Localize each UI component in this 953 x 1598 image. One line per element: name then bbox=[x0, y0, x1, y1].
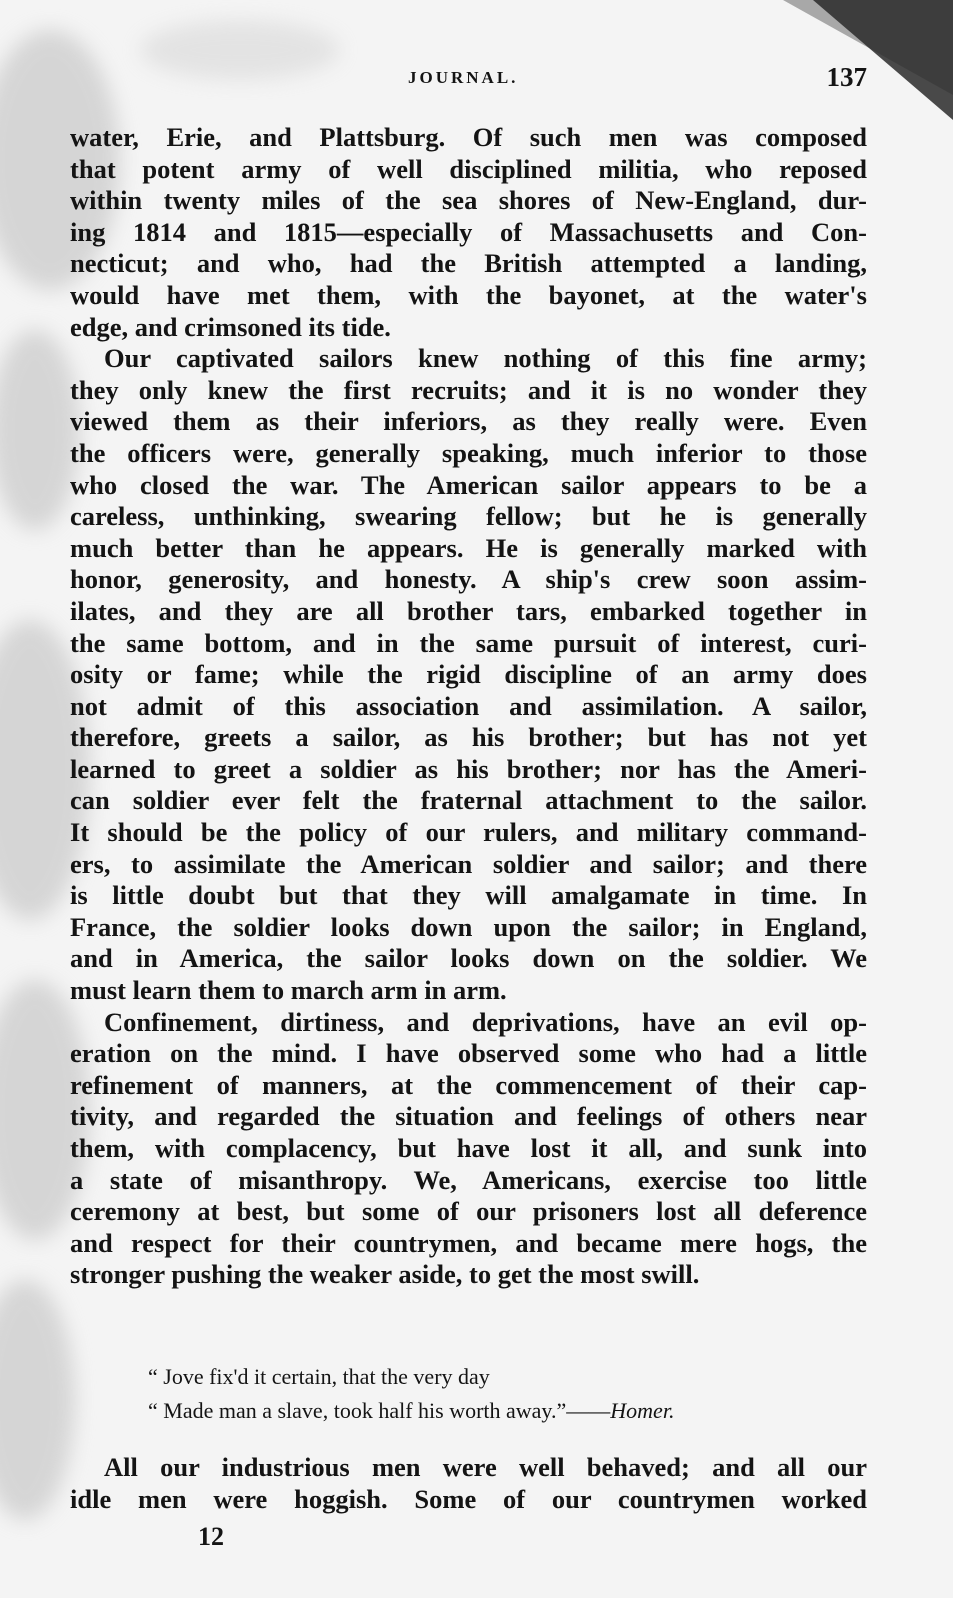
running-head bbox=[72, 62, 867, 98]
text-line: the officers were, generally speaking, much inferior to those bbox=[70, 437, 867, 468]
running-title: JOURNAL. bbox=[408, 68, 519, 87]
text-line: not admit of this association and assimilation. A sailor, bbox=[70, 690, 867, 721]
text-line: It should be the policy of our rulers, and military command- bbox=[70, 817, 867, 848]
text-line: and respect for their countrymen, and became mere hogs, the bbox=[70, 1227, 867, 1258]
text-line: ceremony at best, but some of our prisoners lost all deference bbox=[70, 1196, 867, 1227]
text-line: learned to greet a soldier as his brother; nor has the Ameri- bbox=[70, 753, 867, 784]
verse-quote-line-1: “ Jove fix'd it certain, that the very day bbox=[148, 1364, 490, 1389]
text-line: water, Erie, and Plattsburg. Of such men was composed bbox=[70, 122, 867, 152]
text-line: honor, generosity, and honesty. A ship's crew soon assim- bbox=[70, 564, 867, 595]
text-line: they only knew the first recruits; and it is no wonder they bbox=[70, 374, 867, 405]
text-line: osity or fame; while the rigid discipline of an army does bbox=[70, 659, 867, 690]
text-line: France, the soldier looks down upon the sailor; in England, bbox=[70, 911, 867, 942]
verse-attribution: Homer. bbox=[610, 1398, 675, 1423]
body-text bbox=[70, 122, 867, 1291]
text-line: idle men were hoggish. Some of our countrymen worked bbox=[70, 1483, 867, 1514]
text-line: must learn them to march arm in arm. bbox=[70, 975, 507, 1006]
text-line: and in America, the sailor looks down on the soldier. We bbox=[70, 943, 867, 974]
text-line: is little doubt but that they will amalgamate in time. In bbox=[70, 880, 867, 911]
text-line: therefore, greets a sailor, as his brother; but has not yet bbox=[70, 722, 867, 753]
text-line: edge, and crimsoned its tide. bbox=[70, 311, 391, 342]
text-line: ilates, and they are all brother tars, embarked together in bbox=[70, 595, 867, 626]
text-line: necticut; and who, had the British attempted a landing, bbox=[70, 248, 867, 279]
text-line: can soldier ever felt the fraternal attachment to the sailor. bbox=[70, 785, 867, 816]
page-number: 137 bbox=[826, 62, 867, 92]
text-line: careless, unthinking, swearing fellow; but he is generally bbox=[70, 501, 867, 532]
signature-mark: 12 bbox=[198, 1522, 224, 1551]
text-line: tivity, and regarded the situation and feelings of others near bbox=[70, 1101, 867, 1132]
text-line: them, with complacency, but have lost it all, and sunk into bbox=[70, 1133, 867, 1163]
text-line: ers, to assimilate the American soldier and sailor; and there bbox=[70, 848, 867, 879]
text-line: Our captivated sailors knew nothing of this fine army; bbox=[104, 343, 867, 374]
verse-quote-line-2 bbox=[148, 1396, 868, 1426]
text-line: stronger pushing the weaker aside, to get the most swill. bbox=[70, 1259, 700, 1290]
page-corner-fold bbox=[813, 0, 953, 120]
text-line: a state of misanthropy. We, Americans, exercise too little bbox=[70, 1164, 867, 1195]
text-line: who closed the war. The American sailor appears to be a bbox=[70, 469, 867, 500]
scan-stain bbox=[0, 1280, 75, 1520]
text-line: the same bottom, and in the same pursuit of interest, curi- bbox=[70, 627, 867, 658]
text-line: eration on the mind. I have observed some who had a little bbox=[70, 1038, 867, 1069]
text-line: Confinement, dirtiness, and deprivations, have an evil op- bbox=[104, 1006, 867, 1037]
text-line: much better than he appears. He is generally marked with bbox=[70, 532, 867, 563]
text-line: refinement of manners, at the commencement of their cap- bbox=[70, 1069, 867, 1100]
text-line: that potent army of well disciplined militia, who reposed bbox=[70, 153, 867, 184]
text-line: viewed them as their inferiors, as they really were. Even bbox=[70, 406, 867, 437]
verse-quote-text: “ Made man a slave, took half his worth away.”—— bbox=[148, 1398, 611, 1423]
text-line: All our industrious men were well behaved; and all our bbox=[104, 1452, 867, 1482]
text-line: within twenty miles of the sea shores of New-England, dur- bbox=[70, 185, 867, 216]
scan-stain bbox=[0, 330, 80, 530]
text-line: would have met them, with the bayonet, at the water's bbox=[70, 279, 867, 310]
closing-paragraph bbox=[70, 1452, 867, 1515]
text-line: ing 1814 and 1815—especially of Massachusetts and Con- bbox=[70, 216, 867, 247]
